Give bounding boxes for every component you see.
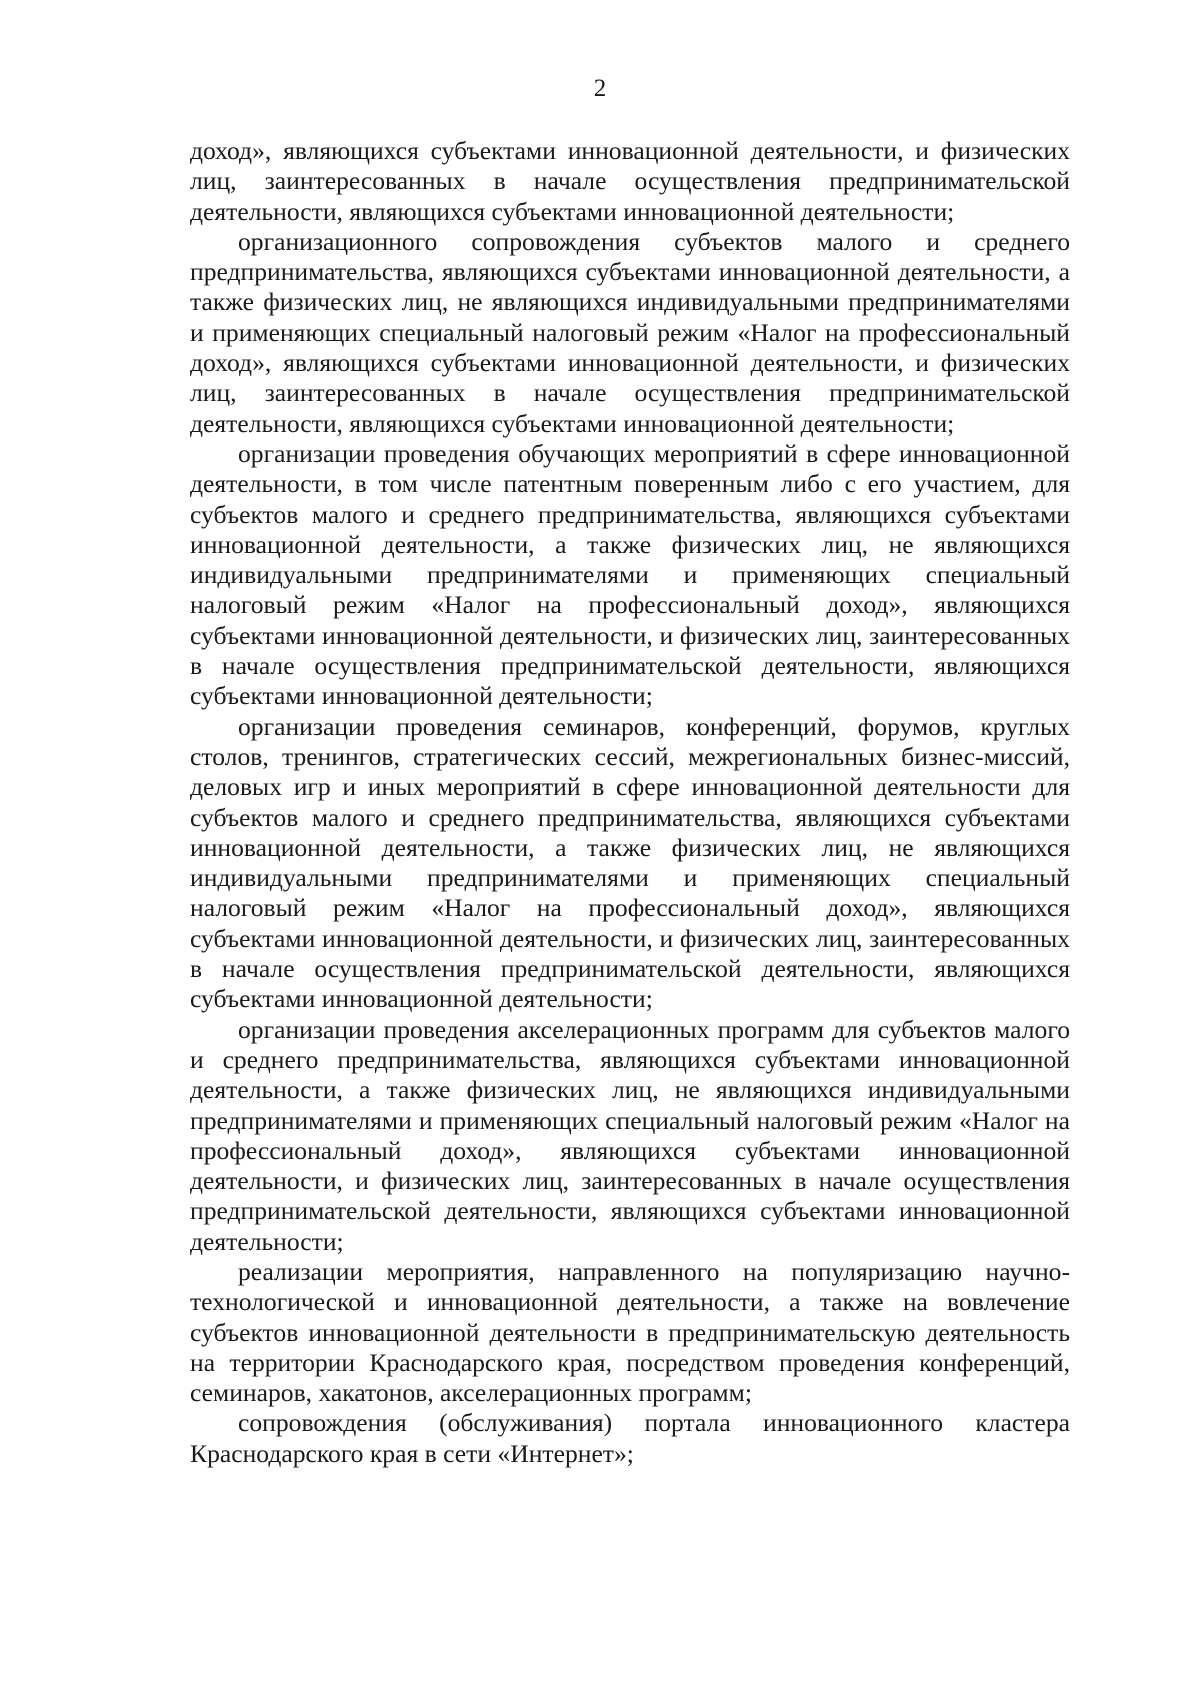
paragraph-6: реализации мероприятия, направленного на популяризацию научно-технологической и инновационной деятельности, а также на вовлечение субъектов инновационной деятельности в предпринимательскую деятельность на территории Краснодарского края, посредством проведения конференций, семинаров, хакатонов, акселерационных программ; [190, 1256, 1070, 1408]
paragraph-1: доход», являющихся субъектами инновационной деятельности, и физических лиц, заинтересованных в начале осуществления предпринимательской деятельности, являющихся субъектами инновационной деятельности; [190, 136, 1070, 226]
paragraph-2: организационного сопровождения субъектов малого и среднего предпринимательства, являющихся субъектами инновационной деятельности, а также физических лиц, не являющихся индивидуальными предпринимателями и применяющих специальный налоговый режим «Налог на профессиональный доход», являющихся субъектами инновационной деятельности, и физических лиц, заинтересованных в начале осуществления предпринимательской деятельности, являющихся субъектами инновационной деятельности; [190, 226, 1070, 438]
paragraph-4: организации проведения семинаров, конференций, форумов, круглых столов, тренингов, стратегических сессий, межрегиональных бизнес-миссий, деловых игр и иных мероприятий в сфере инновационной деятельности для субъектов малого и среднего предпринимательства, являющихся субъектами инновационной деятельности, а также физических лиц, не являющихся индивидуальными предпринимателями и применяющих специальный налоговый режим «Налог на профессиональный доход», являющихся субъектами инновационной деятельности, и физических лиц, заинтересованных в начале осуществления предпринимательской деятельности, являющихся субъектами инновационной деятельности; [190, 711, 1070, 1014]
document-body [190, 136, 1070, 1469]
page-number: 2 [593, 75, 607, 102]
paragraph-5: организации проведения акселерационных программ для субъектов малого и среднего предпринимательства, являющихся субъектами инновационной деятельности, а также физических лиц, не являющихся индивидуальными предпринимателями и применяющих специальный налоговый режим «Налог на профессиональный доход», являющихся субъектами инновационной деятельности, и физических лиц, заинтересованных в начале осуществления предпринимательской деятельности, являющихся субъектами инновационной деятельности; [190, 1014, 1070, 1256]
paragraph-7: сопровождения (обслуживания) портала инновационного кластера Краснодарского края в сети «Интернет»; [190, 1408, 1070, 1468]
paragraph-3: организации проведения обучающих мероприятий в сфере инновационной деятельности, в том числе патентным поверенным либо с его участием, для субъектов малого и среднего предпринимательства, являющихся субъектами инновационной деятельности, а также физических лиц, не являющихся индивидуальными предпринимателями и применяющих специальный налоговый режим «Налог на профессиональный доход», являющихся субъектами инновационной деятельности, и физических лиц, заинтересованных в начале осуществления предпринимательской деятельности, являющихся субъектами инновационной деятельности; [190, 438, 1070, 711]
